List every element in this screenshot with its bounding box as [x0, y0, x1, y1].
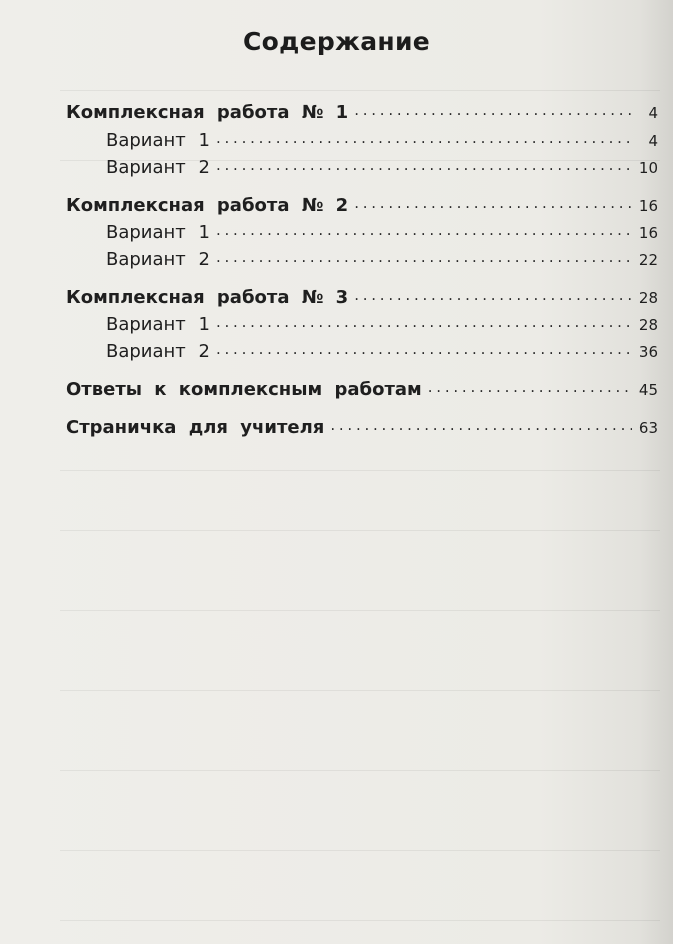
dot-leader — [354, 99, 632, 121]
dot-leader — [216, 311, 632, 333]
toc-entry-work-2[interactable] — [66, 189, 658, 217]
toc-entry-label: Вариант 1 — [106, 130, 210, 151]
toc-entry-label: Комплексная работа № 1 — [66, 102, 349, 123]
toc-entry-work-1[interactable] — [66, 96, 658, 124]
table-of-contents — [66, 0, 658, 944]
dot-leader — [216, 246, 632, 268]
toc-page-number: 4 — [648, 104, 658, 122]
dot-leader — [428, 376, 632, 398]
toc-entry-label: Вариант 1 — [106, 314, 210, 335]
toc-entry-label: Вариант 1 — [106, 222, 210, 243]
toc-page-number: 28 — [638, 289, 658, 307]
toc-entry-label: Вариант 2 — [106, 157, 210, 178]
toc-entry-label: Вариант 2 — [106, 249, 210, 270]
toc-entry-work-3-variant-2[interactable] — [66, 335, 658, 363]
dot-leader — [354, 192, 632, 214]
toc-entry-work-1-variant-1[interactable] — [66, 124, 658, 152]
toc-page-number: 10 — [638, 159, 658, 177]
toc-page-number: 36 — [638, 343, 658, 361]
toc-entry-label: Страничка для учителя — [66, 417, 325, 438]
toc-entry-work-2-variant-1[interactable] — [66, 216, 658, 244]
toc-entry-work-2-variant-2[interactable] — [66, 243, 658, 271]
toc-entry-work-1-variant-2[interactable] — [66, 151, 658, 179]
toc-entry-label: Комплексная работа № 2 — [66, 195, 349, 216]
dot-leader — [216, 127, 632, 149]
toc-page-number: 16 — [638, 224, 658, 242]
dot-leader — [216, 154, 632, 176]
dot-leader — [216, 219, 632, 241]
toc-page-number: 28 — [638, 316, 658, 334]
toc-page-number: 22 — [638, 251, 658, 269]
toc-page-number: 63 — [638, 419, 658, 437]
dot-leader — [330, 414, 632, 436]
toc-entry-label: Комплексная работа № 3 — [66, 287, 349, 308]
toc-entry-label: Ответы к комплексным работам — [66, 379, 422, 400]
dot-leader — [354, 284, 632, 306]
toc-entry-label: Вариант 2 — [106, 341, 210, 362]
toc-entry-teacher-page[interactable] — [66, 411, 658, 439]
toc-entry-work-3-variant-1[interactable] — [66, 308, 658, 336]
toc-page-number: 4 — [648, 132, 658, 150]
toc-entry-answers[interactable] — [66, 373, 658, 401]
toc-title: Содержание — [242, 27, 431, 56]
dot-leader — [216, 338, 632, 360]
toc-page-number: 16 — [638, 197, 658, 215]
toc-entry-work-3[interactable] — [66, 281, 658, 309]
toc-page-number: 45 — [638, 381, 658, 399]
